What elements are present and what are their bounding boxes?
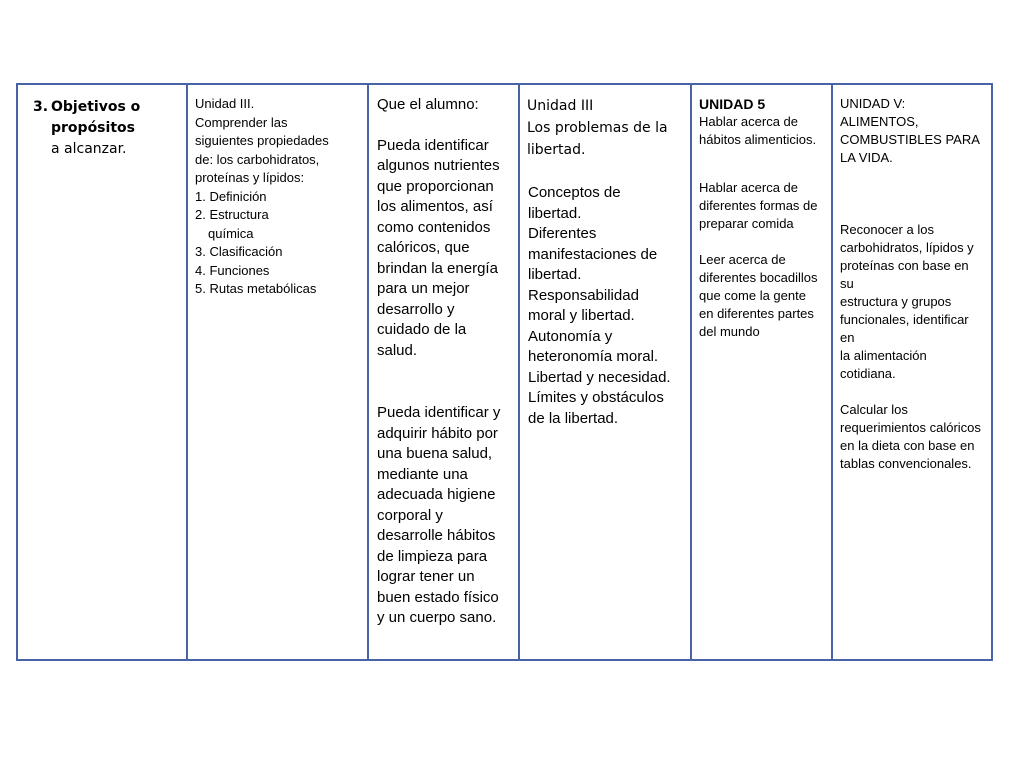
text-line: Libertad y necesidad. bbox=[528, 368, 671, 386]
text-line: Hablar acerca de bbox=[699, 114, 798, 129]
text-line: en diferentes partes bbox=[699, 306, 814, 321]
text-line: de: los carbohidratos, bbox=[195, 151, 320, 167]
text-line: requerimientos calóricos bbox=[840, 420, 981, 435]
title-line: LA VIDA. bbox=[840, 150, 893, 165]
student-objectives-text bbox=[376, 95, 510, 629]
text-line: Conceptos de bbox=[528, 184, 621, 201]
objectives-heading bbox=[25, 97, 178, 160]
text-line: de la libertad. bbox=[528, 409, 619, 427]
list-item-continuation: química bbox=[208, 225, 254, 241]
text-line: heteronomía moral. bbox=[528, 348, 659, 365]
text-line: libertad. bbox=[528, 204, 582, 222]
title-line: COMBUSTIBLES PARA bbox=[840, 132, 980, 147]
text-line: buen estado físico bbox=[377, 588, 499, 606]
objectives-heading-line1: Objetivos o bbox=[51, 99, 141, 115]
text-line: desarrolle hábitos bbox=[377, 527, 496, 544]
text-line: Comprender las bbox=[195, 114, 288, 130]
student-objectives-cell bbox=[369, 85, 520, 659]
section-number: 3. bbox=[33, 99, 49, 115]
text-line: cuidado de la bbox=[377, 321, 467, 338]
text-line: proteínas con base en su bbox=[840, 258, 969, 291]
text-line: Responsabilidad bbox=[528, 286, 639, 304]
text-line: Calcular los bbox=[840, 402, 908, 417]
text-line: que proporcionan bbox=[377, 177, 494, 195]
title-line: UNIDAD V: ALIMENTOS, bbox=[840, 96, 919, 129]
text-line: la alimentación cotidiana. bbox=[840, 348, 927, 381]
text-line: adecuada higiene bbox=[377, 486, 496, 503]
text-line: Pueda identificar bbox=[377, 136, 489, 154]
food-unit-text bbox=[840, 95, 983, 473]
text-line: lograr tener un bbox=[377, 568, 475, 585]
text-line: carbohidratos, lípidos y bbox=[840, 240, 974, 255]
text-line: corporal y bbox=[377, 506, 443, 524]
text-line: manifestaciones de bbox=[528, 245, 658, 263]
list-item: 4. Funciones bbox=[195, 262, 270, 278]
unit5-text bbox=[699, 95, 823, 341]
text-line: Autonomía y bbox=[528, 327, 613, 345]
food-unit-cell bbox=[833, 85, 991, 659]
objectives-table bbox=[16, 83, 993, 661]
list-item: 3. Clasificación bbox=[195, 244, 283, 259]
text-line: Diferentes bbox=[528, 225, 597, 242]
text-line: siguientes propiedades bbox=[195, 133, 329, 148]
text-line: funcionales, identificar en bbox=[840, 312, 969, 345]
objectives-heading-line3: a alcanzar. bbox=[51, 141, 127, 157]
text-line: de limpieza para bbox=[377, 547, 488, 565]
chemistry-unit-text bbox=[195, 95, 359, 299]
unit5-cell bbox=[692, 85, 833, 659]
text-line: una buena salud, bbox=[377, 445, 493, 462]
text-line: Pueda identificar y bbox=[377, 404, 501, 421]
text-line: salud. bbox=[377, 341, 418, 359]
text-line: mediante una bbox=[377, 465, 468, 483]
text-line: tablas convencionales. bbox=[840, 456, 972, 471]
text-line: proteínas y lípidos: bbox=[195, 170, 305, 185]
text-line: como contenidos bbox=[377, 218, 491, 236]
text-line: preparar comida bbox=[699, 216, 794, 231]
text-line: Reconocer a los bbox=[840, 222, 934, 237]
text-line: en la dieta con base en bbox=[840, 438, 975, 453]
list-item: 2. Estructura bbox=[195, 207, 269, 222]
text-line: del mundo bbox=[699, 324, 760, 339]
freedom-unit-cell bbox=[520, 85, 692, 659]
text-line: brindan la energía bbox=[377, 259, 498, 277]
text-line: moral y libertad. bbox=[528, 307, 635, 324]
text-line: algunos nutrientes bbox=[377, 157, 500, 174]
freedom-unit-title bbox=[527, 95, 682, 161]
text-line: libertad. bbox=[528, 266, 582, 283]
list-item: 5. Rutas metabólicas bbox=[195, 281, 317, 296]
title-line: Los problemas de la bbox=[527, 120, 668, 136]
text-line: diferentes formas de bbox=[699, 198, 818, 213]
text-line: hábitos alimenticios. bbox=[699, 132, 817, 147]
text-line: Límites y obstáculos bbox=[528, 389, 664, 406]
text-line: adquirir hábito por bbox=[377, 424, 498, 442]
text-line: para un mejor bbox=[377, 280, 470, 297]
text-line: Unidad III. bbox=[195, 96, 255, 111]
text-line: Leer acerca de bbox=[699, 252, 786, 267]
objectives-heading-line2: propósitos bbox=[51, 120, 135, 136]
intro-line: Que el alumno: bbox=[377, 96, 479, 113]
freedom-unit-topics bbox=[527, 183, 682, 429]
text-line: y un cuerpo sano. bbox=[377, 609, 497, 626]
title-line: libertad. bbox=[527, 142, 586, 158]
text-line: Hablar acerca de bbox=[699, 180, 798, 195]
title-line: Unidad III bbox=[527, 98, 594, 114]
text-line: los alimentos, así bbox=[377, 198, 493, 215]
text-line: estructura y grupos bbox=[840, 294, 952, 309]
text-line: calóricos, que bbox=[377, 239, 470, 256]
list-item: 1. Definición bbox=[195, 188, 267, 204]
chemistry-unit-cell bbox=[188, 85, 369, 659]
text-line: desarrollo y bbox=[377, 300, 455, 318]
unit5-title: UNIDAD 5 bbox=[699, 96, 766, 112]
text-line: diferentes bocadillos bbox=[699, 270, 818, 285]
objectives-header-cell bbox=[18, 85, 188, 659]
text-line: que come la gente bbox=[699, 288, 806, 303]
